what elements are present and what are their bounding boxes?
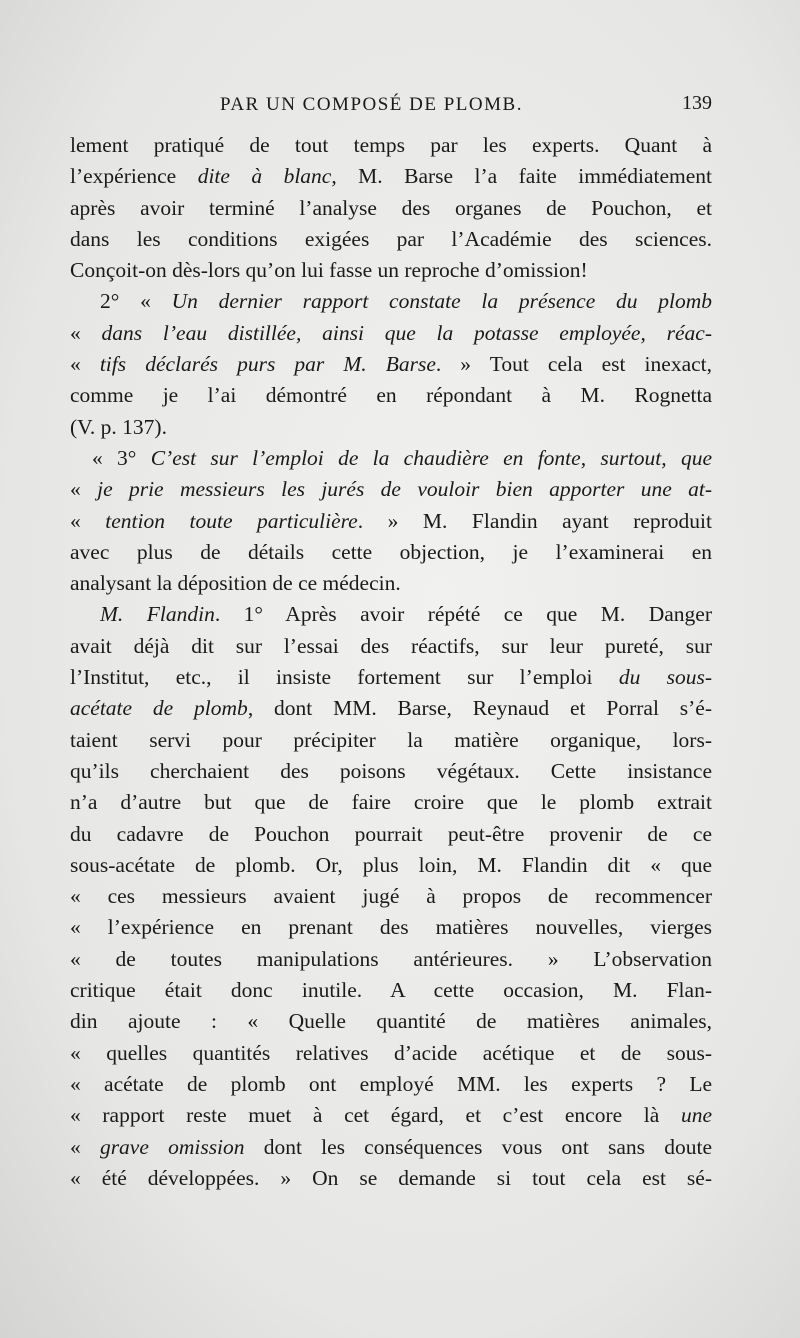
text-span: « quelles quantités relatives d’acide acétique et de sous- [70,1040,712,1065]
italic-span: C’est sur l’emploi de la chaudière en fonte, surtout, que [150,445,712,470]
italic-span: M. Flandin [100,602,215,627]
text-line [70,161,712,192]
text-line [70,975,712,1006]
italic-span: dans l’eau distillée, ainsi que la potasse employée, réac- [101,320,712,345]
page-number: 139 [682,92,712,114]
text-line [70,193,712,224]
text-line [70,912,712,943]
text-line [70,787,712,818]
text-line [70,693,712,724]
text-line [70,286,712,317]
text-span: l’Institut, etc., il insiste fortement sur l’emploi [70,665,619,690]
text-span: dans les conditions exigées par l’Académie des sciences. [70,226,712,251]
text-span: « 3° [92,445,151,470]
text-line [70,318,712,349]
italic-span: acétate de plomb [70,696,248,721]
text-line [70,1100,712,1131]
text-span: 2° « [100,289,172,314]
italic-span: du sous- [618,665,712,690]
text-line [70,568,712,599]
text-line [70,725,712,756]
body-text [70,130,712,1194]
text-span: comme je l’ai démontré en répondant à M. Rognetta [70,383,712,408]
text-line [70,756,712,787]
italic-span: dite à blanc [197,164,332,189]
text-line [70,255,712,286]
text-span: , M. Barse l’a faite immédiatement [331,164,713,189]
text-span: (V. p. 137). [70,414,167,439]
text-line [70,944,712,975]
text-line [70,443,712,474]
text-line [70,599,712,630]
text-span: « acétate de plomb ont employé MM. les experts ? Le [70,1071,712,1096]
text-span: analysant la déposition de ce médecin. [70,571,401,596]
text-line [70,881,712,912]
text-line [70,506,712,537]
text-span: « [70,508,106,533]
text-line [70,819,712,850]
text-line [70,1038,712,1069]
italic-span: tifs déclarés purs par M. Barse [99,352,436,377]
text-span: « [70,1134,100,1159]
text-span: critique était donc inutile. A cette occasion, M. Flan- [70,978,712,1003]
italic-span: tention toute particulière [105,508,358,533]
text-span: n’a d’autre but que de faire croire que le plomb extrait [70,790,712,815]
text-span: du cadavre de Pouchon pourrait peut-être provenir de ce [70,821,712,846]
text-line [70,1006,712,1037]
text-span: « été développées. » On se demande si tout cela est sé- [70,1165,712,1190]
running-title: PAR UN COMPOSÉ DE PLOMB. [220,94,523,115]
text-span: après avoir terminé l’analyse des organes de Pouchon, et [70,195,712,220]
text-line [70,537,712,568]
text-line [70,380,712,411]
text-span: taient servi pour précipiter la matière organique, lors- [70,727,712,752]
text-span: . » Tout cela est inexact, [435,352,712,377]
text-line [70,130,712,161]
italic-span: grave omission [99,1134,245,1159]
text-line [70,662,712,693]
text-span: « rapport reste muet à cet égard, et c’est encore là [70,1103,681,1128]
text-span: lement pratiqué de tout temps par les experts. Quant à [70,133,712,157]
text-span: « de toutes manipulations antérieures. » L’observation [70,946,712,971]
text-span: « l’expérience en prenant des matières nouvelles, vierges [70,915,712,940]
text-span: qu’ils cherchaient des poisons végétaux. Cette insistance [70,758,712,783]
text-span: Conçoit-on dès-lors qu’on lui fasse un reproche d’omission! [70,258,588,283]
text-span: « [70,477,98,502]
text-line [70,1132,712,1163]
text-line [70,474,712,505]
text-line [70,412,712,443]
italic-span: Un dernier rapport constate la présence du plomb [171,289,712,314]
text-line [70,349,712,380]
text-span: « [70,320,102,345]
text-span: . 1° Après avoir répété ce que M. Danger [214,602,712,627]
text-line [70,850,712,881]
text-span: « ces messieurs avaient jugé à propos de recommencer [70,884,712,909]
text-span: « [70,352,100,377]
text-span: l’expérience [70,164,198,189]
text-span: dont les conséquences vous ont sans doute [244,1134,712,1159]
text-span: avait déjà dit sur l’essai des réactifs, sur leur pureté, sur [70,633,712,658]
text-span: , dont MM. Barse, Reynaud et Porral s’é- [247,696,712,721]
text-span: avec plus de détails cette objection, je l’examinerai en [70,539,712,564]
text-span: din ajoute : « Quelle quantité de matières animales, [70,1009,712,1034]
text-line [70,1163,712,1194]
page-header [70,94,712,124]
text-span: sous-acétate de plomb. Or, plus loin, M. Flandin dit « que [70,852,712,877]
italic-span: je prie messieurs les jurés de vouloir bien apporter une at- [97,477,713,502]
text-span: . » M. Flandin ayant reproduit [357,508,713,533]
text-line [70,224,712,255]
text-line [70,1069,712,1100]
text-line [70,631,712,662]
italic-span: une [680,1103,712,1128]
